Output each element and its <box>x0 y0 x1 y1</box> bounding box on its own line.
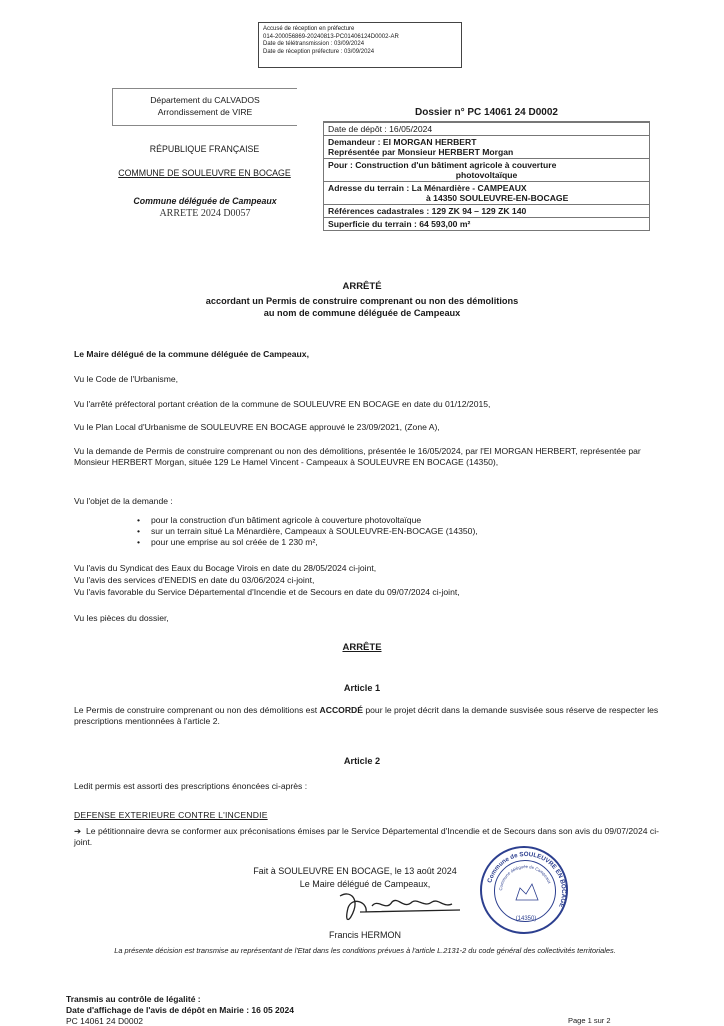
article-2-text: Ledit permis est assorti des prescriptions énoncées ci-après : <box>74 781 308 791</box>
seal-outer-text: Commune de SOULEUVRE EN BOCAGE <box>486 850 568 909</box>
prefecture-receipt-stamp <box>258 22 462 68</box>
objet-list <box>133 515 633 548</box>
legalite-label: Transmis au contrôle de légalité : <box>66 994 201 1004</box>
vu-paragraph: Vu le Code de l'Urbanisme, <box>74 374 179 384</box>
list-item: • pour la construction d'un bâtiment agricole à couverture photovoltaïque <box>151 515 633 526</box>
vu-paragraph: Vu l'objet de la demande : <box>74 496 173 506</box>
article-1-text-part: pour le projet décrit dans la demande susvisée sous réserve de respecter les prescriptions mentionnées à l'article 2. <box>74 705 659 726</box>
stamp-line: Date de réception préfecture : 03/09/2024 <box>263 48 375 55</box>
vu-paragraph: Vu l'avis favorable du Service Départemental d'Incendie et de Secours en date du 09/07/2024 ci-joint, <box>74 587 460 597</box>
signatory-name: Francis HERMON <box>328 930 401 940</box>
adresse-line: Adresse du terrain : La Ménardière - CAMPEAUX <box>328 183 527 193</box>
defense-incendie-text <box>74 826 664 848</box>
objet-line: photovoltaïque <box>455 170 518 180</box>
list-item: • sur un terrain situé La Ménardière, Campeaux à SOULEUVRE-EN-BOCAGE (14350), <box>151 526 633 537</box>
arrow-icon: ➔ <box>74 826 82 836</box>
defense-text: Le pétitionnaire devra se conformer aux préconisations émises par le Service Départemental d'Incendie et de Secours dans son avis du 09/07/2024 ci-joint. <box>74 826 659 847</box>
superficie: Superficie du terrain : 64 593,00 m² <box>323 218 650 231</box>
svg-text:Commune déléguée de Campeaux <box>498 864 553 891</box>
defense-incendie-heading: DEFENSE EXTERIEURE CONTRE L'INCENDIE <box>74 810 268 820</box>
stamp-line: 014-200056869-20240813-PC01406124D0002-AR <box>263 33 399 40</box>
transmission-notice: La présente décision est transmise au représentant de l'Etat dans les conditions prévues à l'article L.2131-2 du code général des collectivités territoriales. <box>114 946 616 955</box>
demandeur <box>323 136 650 159</box>
commune-seal <box>480 846 568 934</box>
commune-title: COMMUNE DE SOULEUVRE EN BOCAGE <box>118 168 291 178</box>
references-cadastrales: Références cadastrales : 129 ZK 94 – 129 ZK 140 <box>323 205 650 218</box>
article-1-text <box>74 705 664 727</box>
article-1-title: Article 1 <box>343 683 381 693</box>
vu-paragraph: Vu la demande de Permis de construire comprenant ou non des démolitions, présentée le 16/05/2024, par l'EI MORGAN HERBERT, représentée par Monsieur HERBERT Morgan, située 129 Le Hamel Vincent - Campeaux à SOULEUVRE EN BOCAGE (14350), <box>74 446 641 467</box>
dossier-number: Dossier n° PC 14061 24 D0002 <box>323 105 650 122</box>
arrete-subtitle: accordant un Permis de construire comprenant ou non des démolitions <box>205 296 519 306</box>
vu-paragraph: Vu le Plan Local d'Urbanisme de SOULEUVRE EN BOCAGE approuvé le 23/09/2021, (Zone A), <box>74 422 440 432</box>
article-1-text-part: Le Permis de construire comprenant ou non des démolitions est <box>74 705 320 715</box>
adresse-line: à 14350 SOULEUVRE-EN-BOCAGE <box>426 193 569 203</box>
vu-paragraph: Vu les pièces du dossier, <box>74 613 169 623</box>
vu-paragraph: Vu l'avis des services d'ENEDIS en date du 03/06/2024 ci-joint, <box>74 575 315 585</box>
demandeur-line: Demandeur : EI MORGAN HERBERT <box>328 137 477 147</box>
arrete-subtitle: au nom de commune déléguée de Campeaux <box>263 308 461 318</box>
fait-a: Fait à SOULEUVRE EN BOCAGE, le 13 août 2024 <box>253 866 457 876</box>
accorde-keyword: ACCORDÉ <box>319 705 363 715</box>
maire-intro: Le Maire délégué de la commune déléguée de Campeaux, <box>74 349 309 359</box>
vu-paragraph: Vu l'arrêté préfectoral portant création de la commune de SOULEUVRE EN BOCAGE en date du 01/12/2015, <box>74 399 491 409</box>
seal-inner-text: Commune déléguée de Campeaux <box>498 863 553 891</box>
arrete-number: ARRETE 2024 D0057 <box>159 208 251 219</box>
footer-dossier-number: PC 14061 24 D0002 <box>66 1016 144 1026</box>
republic-title: RÉPUBLIQUE FRANÇAISE <box>149 144 260 154</box>
article-2-title: Article 2 <box>343 756 381 766</box>
department-box <box>112 88 297 126</box>
objet <box>323 159 650 182</box>
stamp-line: Date de télétransmission : 03/09/2024 <box>263 41 365 48</box>
arrete-heading: ARRÊTÉ <box>342 281 382 292</box>
commune-deleguee: Commune déléguée de Campeaux <box>133 196 277 206</box>
maire-title: Le Maire délégué de Campeaux, <box>299 879 431 889</box>
affichage-date: Date d'affichage de l'avis de dépôt en Mairie : 16 05 2024 <box>66 1005 294 1015</box>
department-line: Département du CALVADOS <box>150 95 260 105</box>
dossier-box <box>323 105 650 231</box>
date-depot: Date de dépôt : 16/05/2024 <box>323 122 650 136</box>
objet-line: Pour : Construction d'un bâtiment agricole à couverture <box>328 160 557 170</box>
arrondissement-line: Arrondissement de VIRE <box>157 107 253 117</box>
demandeur-representative: Représentée par Monsieur HERBERT Morgan <box>328 147 514 157</box>
vu-paragraph: Vu l'avis du Syndicat des Eaux du Bocage Virois en date du 28/05/2024 ci-joint, <box>74 563 377 573</box>
handwritten-signature <box>320 888 480 928</box>
seal-code: (14350) <box>515 916 537 922</box>
arrete-section-title: ARRÊTE <box>342 642 382 653</box>
seal-lettering <box>482 848 570 936</box>
stamp-line: Accusé de réception en préfecture <box>263 26 355 32</box>
adresse-terrain <box>323 182 650 205</box>
page-number: Page 1 sur 2 <box>568 1016 611 1025</box>
list-item: • pour une emprise au sol créée de 1 230 m², <box>151 537 633 548</box>
